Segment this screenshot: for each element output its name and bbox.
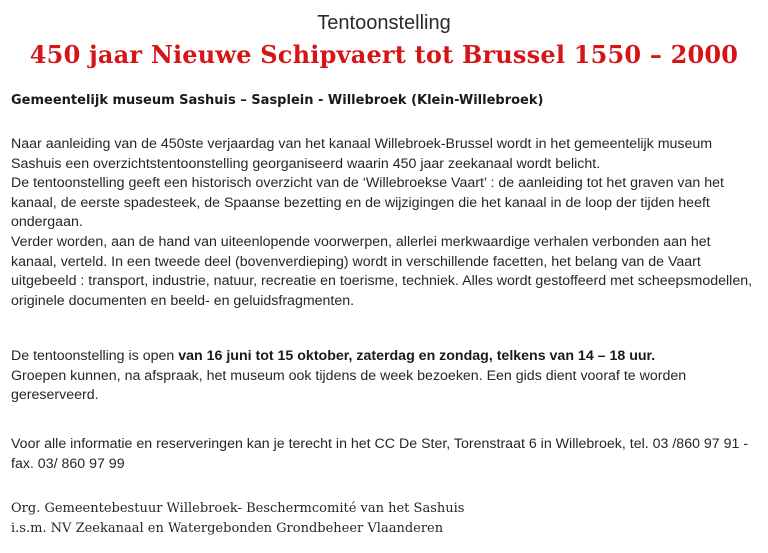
opening-dates: van 16 juni tot 15 oktober, zaterdag en zondag, telkens van 14 – 18 uur. xyxy=(178,348,656,364)
organizer-line-2: i.s.m. NV Zeekanaal en Watergebonden Grondbeheer Vlaanderen xyxy=(11,520,444,536)
opening-hours xyxy=(11,347,759,367)
intro-section xyxy=(11,135,759,311)
organizers xyxy=(11,499,464,538)
opening-lead: De tentoonstelling is open xyxy=(11,348,179,364)
page-title: 450 jaar Nieuwe Schipvaert tot Brussel 1550 – 2000 xyxy=(29,40,739,69)
venue-line: Gemeentelijk museum Sashuis – Sasplein - Willebroek (Klein-Willebroek) xyxy=(11,93,544,108)
contact-paragraph: Voor alle informatie en reserveringen kan je terecht in het CC De Ster, Torenstraat 6 in Willebroek, tel. 03 /860 97 91 - fax. 03/ 860 97 99 xyxy=(11,436,749,472)
intro-paragraph-2: De tentoonstelling geeft een historisch overzicht van de ‘Willebroekse Vaart’ : de aanleiding tot het graven van het kanaal, de eerste spadesteek, de Spaanse bezetting en de wijzigingen die het kanaal in de loop der tijden heeft ondergaan. xyxy=(11,175,724,231)
organizer-line-1: Org. Gemeentebestuur Willebroek- Beschermcomité van het Sashuis xyxy=(11,501,465,516)
kicker-heading: Tentoonstelling xyxy=(317,12,451,34)
schedule-section xyxy=(11,347,759,406)
intro-paragraph-1: Naar aanleiding van de 450ste verjaardag van het kanaal Willebroek-Brussel wordt in het gemeentelijk museum Sashuis een overzichtstentoonstelling georganiseerd waarin 450 jaar zeekanaal wordt belicht. xyxy=(11,136,713,172)
groups-paragraph: Groepen kunnen, na afspraak, het museum ook tijdens de week bezoeken. Een gids dient vooraf te worden gereserveerd. xyxy=(11,367,687,404)
intro-paragraph-3: Verder worden, aan de hand van uiteenlopende voorwerpen, allerlei merkwaardige verhalen verbonden aan het kanaal, verteld. In een tweede deel (bovenverdieping) wordt in verschillende facetten, het belang van de Vaart uitgebeeld : transport, industrie, natuur, recreatie en toerisme, techniek. Alles wordt gestoffeerd met scheepsmodellen, originele documenten en beeld- en geluidsfragmenten. xyxy=(11,233,753,309)
contact-info xyxy=(11,435,759,474)
